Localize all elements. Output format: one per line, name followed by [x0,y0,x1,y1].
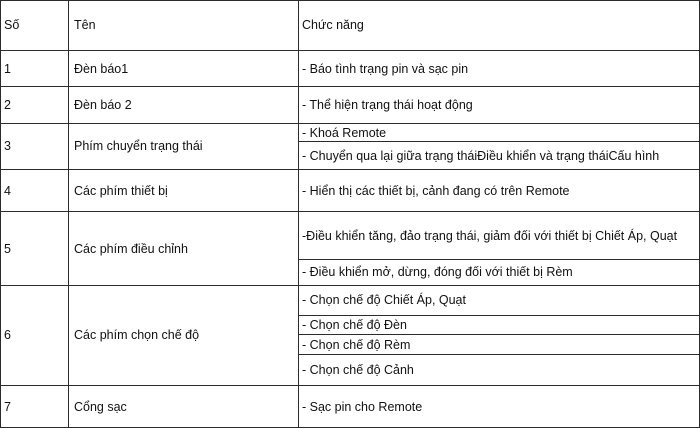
header-name: Tên [69,1,299,51]
header-function: Chức năng [299,1,700,51]
row-function: - Chọn chế độ Đèn [299,316,700,335]
table-row [1,386,700,428]
table-row [1,124,700,142]
table-row [1,50,700,87]
row-name: Cổng sạc [69,386,299,428]
row-no: 6 [1,285,69,386]
header-no: Số [1,1,69,51]
row-no: 4 [1,169,69,212]
table-header-row [1,1,700,51]
row-function: - Chọn chế độ Chiết Áp, Quạt [299,285,700,316]
row-function: - Sạc pin cho Remote [299,386,700,428]
row-no: 3 [1,124,69,170]
row-no: 2 [1,87,69,124]
row-no: 5 [1,212,69,285]
table-row [1,285,700,316]
row-name: Đèn báo 2 [69,87,299,124]
row-function: - Hiển thị các thiết bị, cảnh đang có trên Remote [299,169,700,212]
row-function: - Thể hiện trạng thái hoạt động [299,87,700,124]
table-row [1,212,700,260]
table-row [1,87,700,124]
table-row [1,169,700,212]
row-name: Các phím chọn chế độ [69,285,299,386]
row-function: - Báo tình trạng pin và sạc pin [299,50,700,87]
row-name: Các phím thiết bị [69,169,299,212]
row-no: 7 [1,386,69,428]
row-name: Các phím điều chỉnh [69,212,299,285]
row-function: - Điều khiển mở, dừng, đóng đối với thiết bị Rèm [299,260,700,285]
row-name: Đèn báo1 [69,50,299,87]
row-function: - Chọn chế độ Rèm [299,335,700,354]
row-function: - Chọn chế độ Cảnh [299,354,700,386]
row-name: Phím chuyển trạng thái [69,124,299,170]
row-function: -Điều khiển tăng, đảo trạng thái, giảm đối với thiết bị Chiết Áp, Quạt [299,212,700,260]
row-no: 1 [1,50,69,87]
row-function: - Chuyển qua lại giữa trạng tháiĐiều khiển và trạng tháiCấu hình [299,142,700,169]
row-function: - Khoá Remote [299,124,700,142]
